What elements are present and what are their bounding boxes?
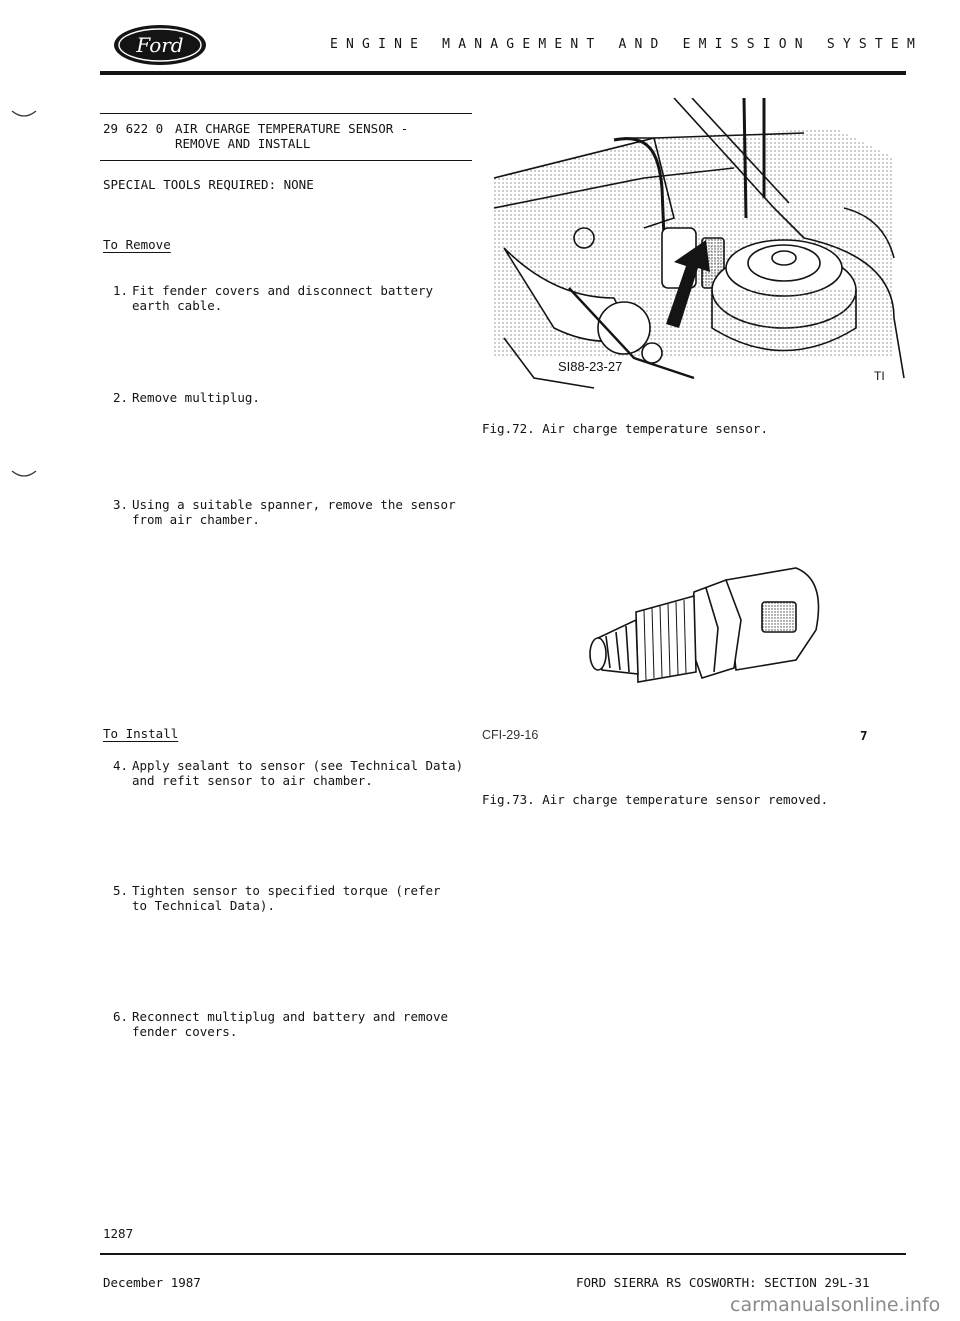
figure-72-caption: Fig.72. Air charge temperature sensor. xyxy=(482,421,768,436)
section-top-rule xyxy=(100,113,472,114)
ford-logo xyxy=(112,23,208,67)
figure-72-corner-mark: TI xyxy=(874,369,885,383)
figure-72-illustration xyxy=(474,98,906,398)
step-number: 1. xyxy=(113,283,129,298)
margin-mark xyxy=(10,108,40,122)
footer-section-ref: FORD SIERRA RS COSWORTH: SECTION 29L-31 xyxy=(576,1275,870,1290)
step-number: 6. xyxy=(113,1009,129,1024)
section-bottom-rule xyxy=(100,160,472,161)
step-text-line1: Fit fender covers and disconnect battery xyxy=(132,283,434,298)
step-text-line2: and refit sensor to air chamber. xyxy=(132,773,373,788)
header-title: ENGINE MANAGEMENT AND EMISSION SYSTEM xyxy=(330,37,923,52)
figure-72-ref: SI88-23-27 xyxy=(558,359,623,374)
step-text-line2: earth cable. xyxy=(132,298,223,313)
figure-73-illustration xyxy=(576,560,836,690)
special-tools: SPECIAL TOOLS REQUIRED: NONE xyxy=(103,177,314,192)
step-text-line1: Reconnect multiplug and battery and remove xyxy=(132,1009,449,1024)
install-heading: To Install xyxy=(103,726,179,741)
step-text-line2: to Technical Data). xyxy=(132,898,275,913)
section-title-line2: REMOVE AND INSTALL xyxy=(175,136,311,151)
watermark-text: carmanualsonline.info xyxy=(730,1294,941,1316)
step-number: 2. xyxy=(113,390,129,405)
figure-73-ref: CFI-29-16 xyxy=(482,728,539,742)
step-number: 4. xyxy=(113,758,129,773)
step-text-line1: Using a suitable spanner, remove the sensor xyxy=(132,497,456,512)
step-number: 5. xyxy=(113,883,129,898)
step-number: 3. xyxy=(113,497,129,512)
step-text-line1: Apply sealant to sensor (see Technical Data) xyxy=(132,758,464,773)
figure-73-caption: Fig.73. Air charge temperature sensor removed. xyxy=(482,792,829,807)
header-rule xyxy=(100,71,906,75)
step-text-line1: Remove multiplug. xyxy=(132,390,260,405)
step-text-line2: from air chamber. xyxy=(132,512,260,527)
footer-date: December 1987 xyxy=(103,1275,201,1290)
section-number: 29 622 0 xyxy=(103,121,164,136)
margin-mark xyxy=(10,468,40,482)
step-text-line2: fender covers. xyxy=(132,1024,238,1039)
footer-rule xyxy=(100,1253,906,1255)
ford-logo-text: Ford xyxy=(136,33,184,57)
figure-73-corner-mark: 7 xyxy=(860,728,868,743)
page-number: 1287 xyxy=(103,1226,134,1241)
remove-heading: To Remove xyxy=(103,237,171,252)
section-title-line1: AIR CHARGE TEMPERATURE SENSOR - xyxy=(175,121,409,136)
step-text-line1: Tighten sensor to specified torque (refer xyxy=(132,883,441,898)
